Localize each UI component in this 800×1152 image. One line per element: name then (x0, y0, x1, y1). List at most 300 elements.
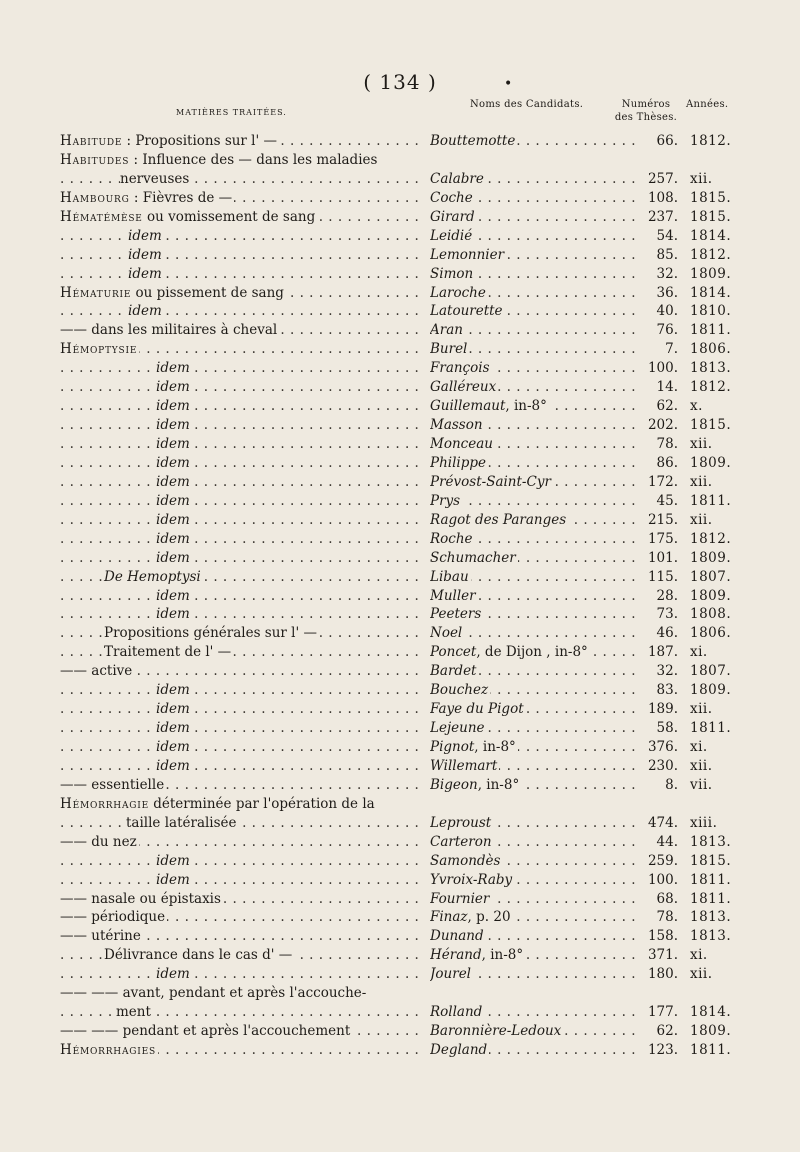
thesis-number: 40. (656, 303, 678, 320)
table-row (0, 908, 800, 927)
table-row (0, 132, 800, 151)
thesis-number: 376. (647, 739, 678, 755)
subject-cell (60, 530, 418, 548)
thesis-number: 46. (656, 625, 678, 642)
subject-text (156, 701, 192, 717)
subject-text (156, 606, 192, 622)
subject-text (156, 758, 192, 774)
candidate-name: Dunand (430, 928, 484, 945)
thesis-year: 1813. (690, 360, 732, 377)
subject-label: idem (128, 265, 162, 282)
subject-label: idem (156, 682, 190, 699)
table-row (0, 549, 800, 568)
table-row (0, 530, 800, 549)
table-row (0, 568, 800, 587)
subject-cell (60, 284, 418, 302)
subject-label: —— du nez (60, 833, 137, 850)
candidate-cell (430, 719, 636, 737)
subject-text (60, 834, 139, 850)
candidate-name: Calabre (430, 170, 484, 187)
thesis-number: 101. (647, 549, 678, 566)
thesis-number: 85. (656, 246, 678, 263)
subject-label: idem (156, 398, 190, 415)
subject-text (60, 133, 279, 149)
table-row (0, 833, 800, 852)
candidate-cell (430, 833, 636, 851)
candidate-cell (430, 946, 636, 964)
candidate-cell (430, 605, 636, 623)
subject-label: : Propositions sur l' — (122, 133, 278, 149)
subject-label: idem (156, 966, 190, 983)
subject-text (60, 777, 166, 793)
table-row (0, 227, 800, 246)
subject-text (128, 303, 164, 319)
candidate-cell (430, 1041, 636, 1059)
subject-label: idem (156, 606, 190, 623)
subject-cell (60, 492, 418, 510)
thesis-year: xii. (690, 436, 713, 452)
candidate-name: Coche (430, 189, 473, 206)
candidate-name: Bouchez (430, 682, 489, 699)
subject-cell (60, 302, 418, 320)
subject-text (60, 152, 379, 168)
subject-text (60, 663, 134, 679)
subject-text (60, 891, 223, 907)
table-row (0, 378, 800, 397)
thesis-year: 1815. (690, 417, 732, 434)
subject-cell (60, 208, 418, 226)
subject-text (60, 190, 234, 206)
thesis-year: xii. (690, 473, 713, 490)
candidate-name: Pignot (430, 739, 475, 755)
thesis-number: 86. (656, 454, 678, 471)
thesis-year: xi. (690, 644, 708, 661)
candidate-note: , in-8° (474, 739, 516, 755)
thesis-year: 1814. (690, 1004, 732, 1021)
candidate-cell (430, 776, 636, 794)
subject-cell (60, 454, 418, 472)
candidate-note: , p. 20 (467, 909, 511, 926)
candidate-name: Leidié (430, 227, 473, 244)
subject-cell (60, 738, 418, 756)
candidate-name: François (430, 360, 490, 377)
subject-cell (60, 378, 418, 396)
subject-text (60, 796, 377, 812)
thesis-year: 1811. (690, 492, 732, 509)
thesis-number: 215. (647, 511, 678, 528)
header-candidates: Noms des Candidats. (470, 99, 584, 110)
table-row (0, 776, 800, 795)
subject-label: ou pissement de sang (131, 284, 284, 301)
thesis-number: 230. (647, 757, 678, 774)
subject-heading: Hambourg (60, 189, 130, 206)
candidate-name: Hérand (430, 947, 482, 964)
candidate-cell (430, 284, 636, 302)
thesis-number: 172. (647, 473, 678, 490)
thesis-number: 371. (647, 947, 678, 964)
subject-text (156, 512, 192, 528)
subject-text (156, 531, 192, 547)
subject-label: idem (156, 454, 190, 471)
thesis-number: 73. (656, 606, 678, 623)
thesis-number: 76. (656, 322, 678, 339)
table-row (0, 511, 800, 530)
candidate-note: , in-8° (477, 776, 520, 793)
thesis-year: xi. (690, 947, 708, 964)
thesis-number: 123. (647, 1042, 678, 1058)
table-row (0, 1041, 800, 1060)
thesis-number: 100. (647, 360, 678, 377)
subject-label: idem (156, 720, 190, 737)
candidate-name: Schumacher (430, 549, 516, 566)
candidate-cell (430, 359, 636, 377)
subject-cell (60, 795, 418, 813)
subject-text (128, 247, 164, 263)
thesis-year: 1808. (690, 606, 732, 623)
subject-text (60, 209, 317, 225)
table-row (0, 624, 800, 643)
subject-text (60, 909, 167, 925)
subject-label: De Hemoptysi (104, 568, 201, 585)
subject-text (116, 1004, 153, 1020)
subject-label: idem (156, 511, 190, 528)
thesis-year: vii. (690, 776, 713, 793)
subject-cell (60, 416, 418, 434)
thesis-number: 32. (656, 663, 678, 680)
thesis-year: 1814. (690, 284, 732, 301)
thesis-number: 36. (656, 284, 678, 301)
subject-label: idem (156, 530, 190, 547)
thesis-number: 189. (647, 701, 678, 718)
table-row (0, 738, 800, 757)
subject-cell (60, 246, 418, 264)
subject-label: idem (156, 739, 190, 755)
thesis-number: 259. (647, 852, 678, 869)
subject-text (60, 928, 143, 944)
thesis-number: 202. (647, 417, 678, 434)
candidate-cell (430, 189, 636, 207)
table-row (0, 681, 800, 700)
subject-cell (60, 189, 418, 207)
table-row (0, 946, 800, 965)
table-row (0, 416, 800, 435)
table-row (0, 397, 800, 416)
subject-cell (60, 568, 418, 586)
candidate-cell (430, 587, 636, 605)
subject-heading: Hématémèse (60, 208, 143, 225)
thesis-year: 1811. (690, 890, 732, 907)
thesis-number: 187. (647, 644, 678, 661)
subject-cell (60, 757, 418, 775)
subject-cell (60, 681, 418, 699)
subject-cell (60, 946, 418, 964)
table-row (0, 492, 800, 511)
subject-cell (60, 927, 418, 945)
subject-text (156, 493, 192, 509)
candidate-cell (430, 530, 636, 548)
candidate-name: Girard (430, 208, 475, 225)
subject-text (156, 379, 192, 395)
thesis-number: 66. (656, 133, 678, 149)
subject-cell (60, 1003, 418, 1021)
thesis-number: 14. (656, 379, 678, 396)
subject-text (128, 228, 164, 244)
subject-cell (60, 814, 418, 832)
thesis-year: 1809. (690, 682, 732, 699)
thesis-number: 8. (665, 776, 678, 793)
subject-heading: Hémorrhagies (60, 1042, 156, 1058)
thesis-number: 237. (647, 208, 678, 225)
candidate-name: Prys (430, 492, 461, 509)
subject-text (156, 853, 192, 869)
thesis-number: 78. (656, 436, 678, 452)
header-thesis-numbers: Numéros des Thèses. (614, 99, 678, 123)
subject-cell (60, 624, 418, 642)
subject-text (126, 815, 239, 831)
subject-heading: Hémorrhagie (60, 795, 149, 812)
candidate-name: Philippe (430, 454, 487, 471)
thesis-year: 1811. (690, 1042, 732, 1058)
thesis-number: 54. (656, 227, 678, 244)
thesis-number: 44. (656, 833, 678, 850)
thesis-year: 1815. (690, 189, 732, 206)
table-row (0, 643, 800, 662)
thesis-number: 257. (647, 170, 678, 187)
subject-label: idem (128, 303, 162, 320)
table-row (0, 1022, 800, 1041)
subject-cell (60, 852, 418, 870)
thesis-number: 474. (647, 814, 678, 831)
candidate-name: Simon (430, 265, 474, 282)
table-row (0, 265, 800, 284)
subject-cell (60, 265, 418, 283)
thesis-year: 1813. (690, 833, 732, 850)
subject-cell (60, 511, 418, 529)
subject-cell (60, 340, 418, 358)
candidate-cell (430, 265, 636, 283)
subject-text (156, 436, 192, 452)
subject-cell (60, 871, 418, 889)
table-row (0, 151, 800, 170)
thesis-year: xii. (690, 511, 713, 528)
candidate-cell (430, 568, 636, 586)
thesis-year: 1812. (690, 379, 732, 396)
candidate-name: Jourel (430, 966, 471, 983)
candidate-cell (430, 378, 636, 396)
candidate-name: Muller (430, 587, 476, 604)
subject-text (60, 285, 286, 301)
subject-label: —— essentielle (60, 776, 165, 793)
candidate-name: Prévost-Saint-Cyr (430, 473, 551, 490)
candidate-cell (430, 397, 636, 415)
candidate-name: Guillemaut (430, 398, 506, 415)
header-matieres: MATIÈRES TRAITÉES. (176, 108, 287, 117)
candidate-name: Aran (430, 322, 463, 339)
table-row (0, 473, 800, 492)
thesis-year: 1813. (690, 928, 732, 945)
subject-text (104, 947, 294, 963)
thesis-number: 28. (656, 587, 678, 604)
candidate-cell (430, 435, 636, 453)
candidate-name: Carteron (430, 833, 492, 850)
candidate-name: Degland (430, 1042, 488, 1058)
subject-label: ou vomissement de sang (142, 208, 316, 225)
table-row (0, 1003, 800, 1022)
candidate-cell (430, 852, 636, 870)
subject-text (60, 341, 139, 357)
thesis-number: 100. (647, 871, 678, 888)
candidate-cell (430, 511, 636, 529)
subject-text (60, 985, 368, 1001)
subject-text (156, 588, 192, 604)
thesis-number: 62. (656, 1023, 678, 1040)
subject-cell (60, 321, 418, 339)
subject-text (156, 455, 192, 471)
subject-label: taille latéralisée (126, 814, 237, 831)
candidate-name: Samondès (430, 852, 501, 869)
subject-text (128, 266, 164, 282)
subject-cell (60, 359, 418, 377)
subject-cell (60, 719, 418, 737)
candidate-cell (430, 890, 636, 908)
header-years: Années. (686, 99, 729, 110)
thesis-year: 1814. (690, 227, 732, 244)
subject-cell (60, 833, 418, 851)
thesis-year: 1809. (690, 1023, 732, 1040)
thesis-year: 1812. (690, 246, 732, 263)
thesis-number: 115. (647, 568, 678, 585)
candidate-name: Yvroix-Raby (430, 871, 513, 888)
subject-text (156, 872, 192, 888)
candidate-cell (430, 473, 636, 491)
candidate-note: , in-8° (481, 947, 524, 964)
subject-label: : Fièvres de — (129, 189, 233, 206)
subject-text (156, 417, 192, 433)
subject-label: idem (156, 587, 190, 604)
table-row (0, 454, 800, 473)
candidate-cell (430, 340, 636, 358)
subject-label: idem (156, 436, 190, 452)
table-row (0, 890, 800, 909)
subject-cell (60, 587, 418, 605)
table-row (0, 587, 800, 606)
table-row (0, 189, 800, 208)
subject-cell (60, 890, 418, 908)
thesis-number: 175. (647, 530, 678, 547)
thesis-year: 1815. (690, 852, 732, 869)
candidate-note: , de Dijon , in-8° (476, 644, 588, 661)
candidate-cell (430, 321, 636, 339)
candidate-note: , in-8° (505, 398, 547, 415)
page-dot: • (504, 76, 513, 92)
subject-label: nerveuses (120, 170, 190, 187)
table-row (0, 719, 800, 738)
thesis-year: 1809. (690, 587, 732, 604)
candidate-name: Finaz (430, 909, 468, 926)
subject-cell (60, 397, 418, 415)
subject-text (156, 550, 192, 566)
subject-label: idem (156, 701, 190, 718)
subject-label: idem (156, 473, 190, 490)
candidate-cell (430, 492, 636, 510)
candidate-name: Bigeon (430, 776, 478, 793)
subject-label: —— nasale ou épistaxis (60, 890, 221, 907)
thesis-year: xi. (690, 739, 708, 755)
subject-cell (60, 984, 418, 1002)
subject-label: idem (156, 417, 190, 434)
subject-label: —— —— pendant et après l'accouchement (60, 1023, 351, 1040)
thesis-number: 45. (656, 492, 678, 509)
table-row (0, 359, 800, 378)
subject-heading: Hématurie (60, 284, 132, 301)
subject-text (104, 644, 233, 660)
table-row (0, 871, 800, 890)
subject-cell (60, 549, 418, 567)
thesis-year: 1810. (690, 303, 732, 320)
subject-label: —— dans les militaires à cheval (60, 322, 278, 339)
candidate-cell (430, 814, 636, 832)
subject-text (60, 1023, 352, 1039)
thesis-year: xiii. (690, 814, 718, 831)
table-row (0, 170, 800, 189)
thesis-year: 1812. (690, 530, 732, 547)
thesis-year: 1815. (690, 208, 732, 225)
subject-text (156, 720, 192, 736)
candidate-cell (430, 738, 636, 756)
subject-label: ment (116, 1004, 151, 1021)
candidate-cell (430, 246, 636, 264)
subject-label: idem (156, 549, 190, 566)
candidate-name: Latourette (430, 303, 503, 320)
subject-label: Propositions générales sur l' — (104, 625, 317, 642)
table-row (0, 927, 800, 946)
table-row (0, 435, 800, 454)
subject-cell (60, 227, 418, 245)
thesis-year: 1807. (690, 663, 732, 680)
thesis-year: 1811. (690, 322, 732, 339)
candidate-name: Noel (430, 625, 463, 642)
table-row (0, 984, 800, 1003)
thesis-number: 158. (647, 928, 678, 945)
candidate-name: Willemart (430, 757, 498, 774)
subject-label: —— —— avant, pendant et après l'accouche- (60, 985, 367, 1002)
page-number: ( 134 ) (363, 70, 437, 94)
candidate-cell (430, 208, 636, 226)
table-row (0, 284, 800, 303)
candidate-cell (430, 927, 636, 945)
candidate-name: Rolland (430, 1004, 483, 1021)
thesis-year: x. (690, 398, 703, 415)
candidate-name: Faye du Pigot (430, 701, 524, 718)
candidate-name: Baronnière-Ledoux (430, 1023, 562, 1040)
thesis-number: 177. (647, 1004, 678, 1021)
table-row (0, 852, 800, 871)
table-row (0, 321, 800, 340)
candidate-name: Laroche (430, 284, 486, 301)
thesis-number: 7. (665, 341, 678, 358)
table-row (0, 662, 800, 681)
candidate-cell (430, 662, 636, 680)
subject-label: déterminée par l'opération de la (148, 795, 375, 812)
thesis-year: xii. (690, 757, 713, 774)
subject-heading: Habitudes (60, 151, 130, 168)
thesis-year: 1809. (690, 265, 732, 282)
subject-heading: Habitude (60, 133, 123, 149)
subject-cell (60, 473, 418, 491)
candidate-cell (430, 643, 636, 661)
candidate-name: Peeters (430, 606, 482, 623)
thesis-year: 1811. (690, 720, 732, 737)
